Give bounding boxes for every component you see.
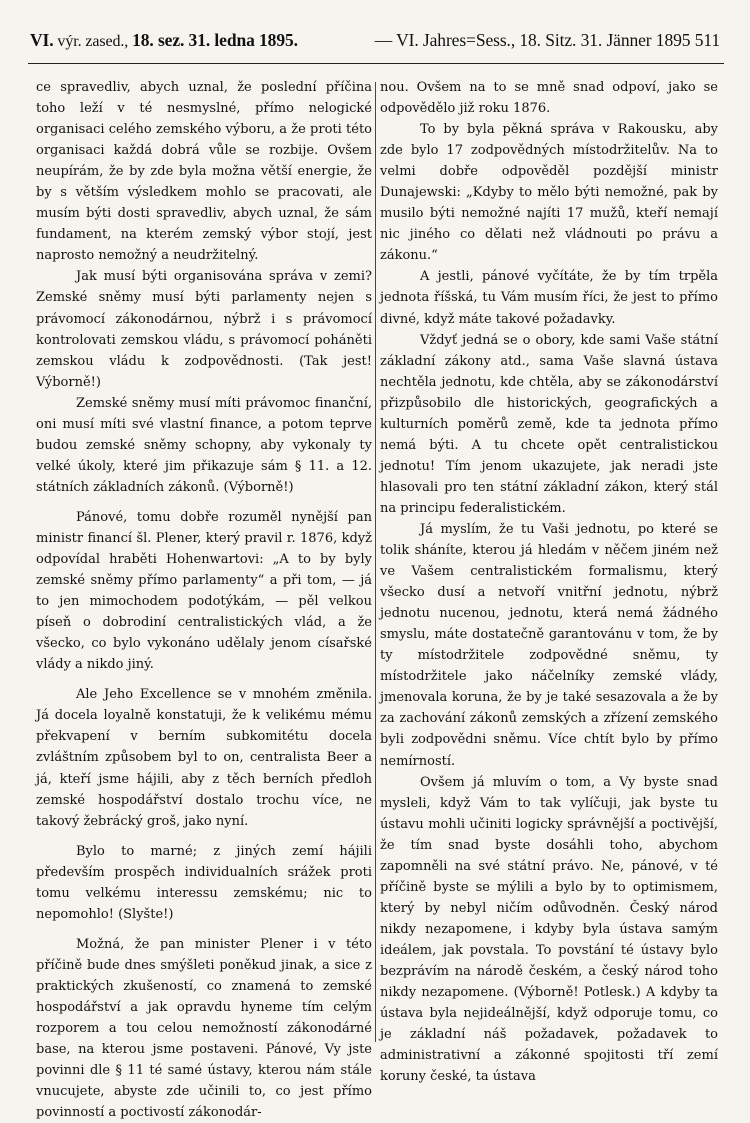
header-session-date: 18. sez. 31. ledna 1895. <box>132 30 298 50</box>
paragraph: Ale Jeho Excellence se v mnohém změnila. Já docela loyalně konstatuji, že k velikému mému překvapení v berním subkomitétu docela zvláštním způsobem byl to on, centralista Beer a já, kteří jsme hájili, aby z těch berních předloh zemské hospodářství dostalo trochu více, ne takový žebrácký groš, jako nyní. <box>36 687 372 829</box>
right-column <box>380 77 718 1087</box>
header-session-czech <box>30 30 298 51</box>
page-number: 511 <box>694 30 720 50</box>
paragraph: Jak musí býti organisována správa v zemi? Zemské sněmy musí býti parlamenty nejen s právomocí zákonodárnou, nýbrž i s právomocí kontrolovati zemskou vládu, s právomocí poháněti zemskou vládu k zodpovědnosti. (Tak jest! Výborně!) <box>36 269 372 390</box>
paragraph: nou. Ovšem na to se mně snad odpoví, jako se odpovědělo již roku 1876. <box>380 80 718 117</box>
paragraph: Ovšem já mluvím o tom, a Vy byste snad mysleli, když Vám to tak vylíčuji, jak byste tu ústavu mohli učiniti logicky správnější a poctivější, že tím snad byste dosáhli toho, abychom zapomněli na své státní právo. Ne, pánové, v té příčině byste se mýlili a bylo by to optimismem, který by nebyl ničím odůvodněn. Český národ nikdy nezapomene, i kdyby byla ústava samým ideálem, jak povstala. To povstání té ústavy bylo bezprávím na národě českém, a český národ toho nikdy nezapomene. (Výborně! Potlesk.) A kdyby ta ústava byla nejideálnější, když odporuje tomu, co je základní náš požadavek, požadavek to administrativní a zákonné spojitosti tří zemí koruny české, ta ústava <box>380 774 718 1085</box>
paragraph: Pánové, tomu dobře rozuměl nynější pan ministr financí šl. Plener, který pravil r. 1876, když odpovídal hraběti Hohenwartovi: „A to by byly zemské sněmy přímo parlamenty“ a při tom, — já to jen mimochodem podotýkám, — pěl velkou píseň o dobrodiní centralistických vlád, a že všecko, co bylo vykonáno udělaly jenom císařské vlády a nikdo jiný. <box>36 509 372 673</box>
header-rule <box>28 63 724 64</box>
column-divider <box>375 82 376 1042</box>
paragraph: Bylo to marné; z jiných zemí hájili především prospěch individualních srážek proti tomu velkému interessu zemskému; nic to nepomohlo! (Slyšte!) <box>36 843 372 922</box>
left-column <box>36 77 372 1123</box>
header-german-text: — VI. Jahres=Sess., 18. Sitz. 31. Jänner 1895 <box>374 30 691 50</box>
paragraph: Možná, že pan minister Plener i v této příčině bude dnes smýšleti poněkud jinak, a sice z praktických zkušeností, co znamená to zemské hospodářství a jak opravdu hyneme tím celým rozporem a tou celou nemožností zákonodárné base, na kterou jsme postaveni. Pánové, Vy jste povinni dle § 11 té samé ústavy, kterou nám stále vnucujete, abyste zde učinili to, co jest přímo povinností a poctivostí zákonodár- <box>36 936 372 1121</box>
paragraph: Já myslím, že tu Vaši jednotu, po které se tolik sháníte, kterou já hledám v něčem jiném než ve Vašem centralistickém formalismu, který všecko dusí a netvoří vnitřní jednotu, nýbrž jednotu nucenou, jednotu, která nemá žádného smyslu, máte dostatečně garantovánu v tom, že by ty místodržitele zodpovědné sněmu, ty místodržitele jako náčelníky zemské vlády, jmenovala koruna, že by je také sesazovala a že by za zachování zákonů zemských a zřízení zemského byli zodpovědni sněmu. Více chtít bylo by přímo nemírností. <box>380 521 718 769</box>
paragraph: A jestli, pánové vyčítáte, že by tím trpěla jednota říšská, tu Vám musím říci, že jest to přímo divné, když máte takové požadavky. <box>380 269 718 327</box>
paragraph: Zemské sněmy musí míti právomoc finanční, oni musí míti své vlastní finance, a potom teprve budou zemské sněmy schopny, aby vykonaly ty velké úkoly, které jim přikazuje sám § 11. a 12. státních základních zákonů. (Výborně!) <box>36 395 372 495</box>
paragraph: ce spravedliv, abych uznal, že poslední příčina toho leží v té nesmyslné, přímo nelogické organisaci celého zemského výboru, a že proti této organisaci každá dobrá vůle se rozbije. Ovšem neupírám, že by zde byla možna větší energie, že by s větším výsledkem mohlo se pracovati, ale musím býti dosti spravedliv, abych uznal, že sám fundament, na kterém zemský výbor stojí, jest naprosto nemožný a neudržitelný. <box>36 80 372 264</box>
page-header <box>30 30 720 56</box>
paragraph: Vždyť jedná se o obory, kde sami Vaše státní základní zákony atd., sama Vaše slavná ústava nechtěla jednotu, kde chtěla, aby se zákonodárství přizpůsobilo dle historických, geografických a kulturních poměrů země, kde ta jednota přímo nemá býti. A tu chcete opět centralistickou jednotu! Tím jenom ukazujete, jak neradi jste hlasovali pro ten státní základní zákon, který stál na principu federalistickém. <box>380 332 718 516</box>
header-session-number: VI. <box>30 30 54 50</box>
paragraph: To by byla pěkná správa v Rakousku, aby zde bylo 17 zodpovědných místodržitelův. Na to velmi dobře odpověděl pozdější ministr Dunajewski: „Kdyby to mělo býti nemožné, pak by musilo býti nemožné najíti 17 mužů, kteří nemají nic jiného co dělati než vládnouti po právu a zákonu.“ <box>380 122 718 264</box>
header-session-german <box>375 30 720 51</box>
header-session-type: výr. zased., <box>53 33 133 50</box>
